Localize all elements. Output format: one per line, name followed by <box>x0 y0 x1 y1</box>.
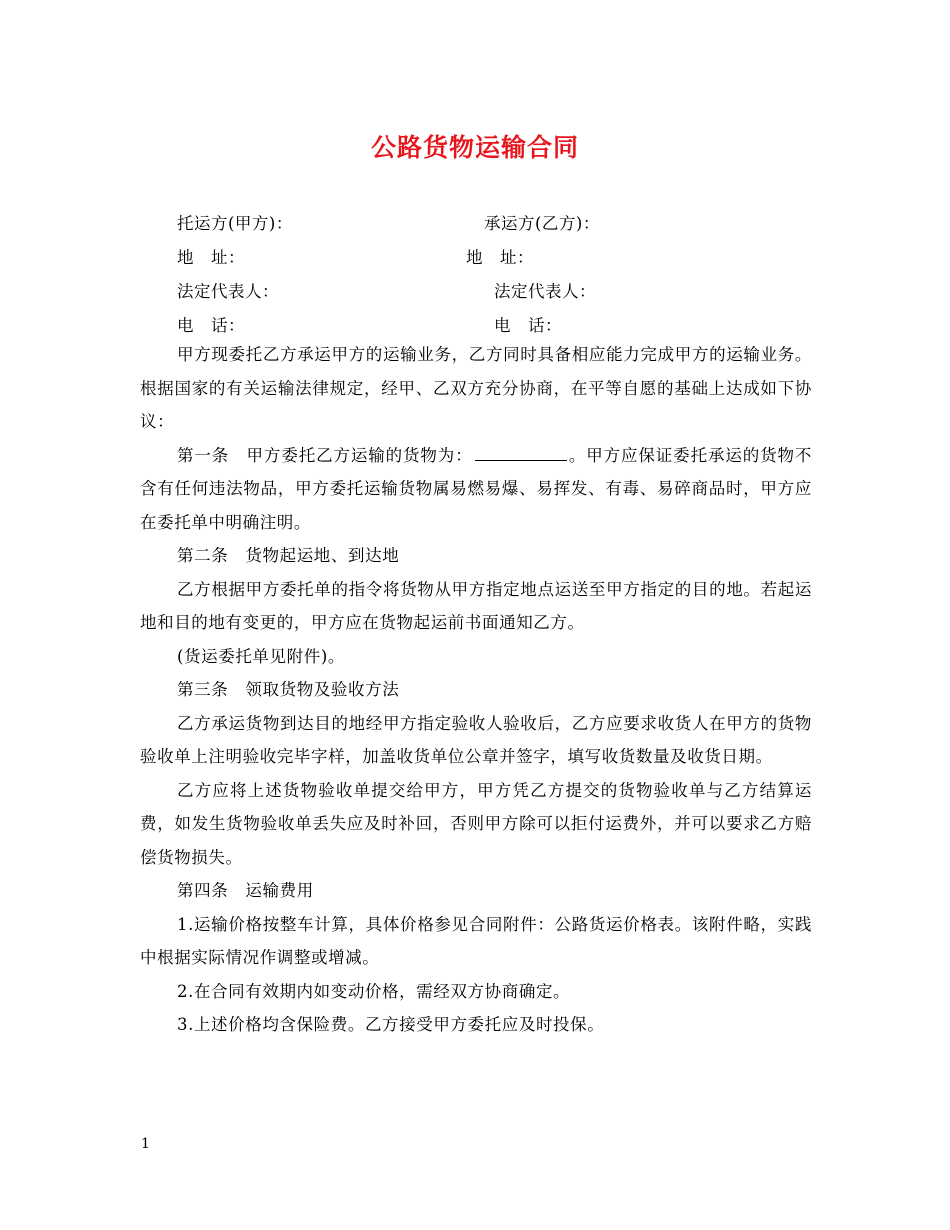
article-4-heading: 第四条 运输费用 <box>177 881 314 900</box>
carrier-label: 承运方(乙方)： <box>484 214 600 233</box>
shipper-label: 托运方(甲方)： <box>177 214 293 233</box>
article-2-paragraph-1: 乙方根据甲方委托单的指令将货物从甲方指定地点运送至甲方指定的目的地。若起运地和目的地有变更的，甲方应在货物起运前书面通知乙方。 <box>140 579 812 632</box>
page-number: 1 <box>141 1136 150 1152</box>
article-1-text-end: 。甲方应保证委托承运的货物不含有任何违法物品，甲方委托运输货物属易燃易爆、易挥发、有毒、易碎商品时，甲方应在委托单中明确注明。 <box>140 445 812 532</box>
article-3-paragraph-1: 乙方承运货物到达目的地经甲方指定验收人验收后，乙方应要求收货人在甲方的货物验收单上注明验收完毕字样，加盖收货单位公章并签字，填写收货数量及收货日期。 <box>140 713 812 766</box>
carrier-representative-label: 法定代表人： <box>494 282 596 301</box>
shipper-phone-label: 电 话： <box>177 316 245 335</box>
carrier-address-label: 地 址： <box>466 248 534 267</box>
carrier-phone-label: 电 话： <box>494 316 562 335</box>
shipper-representative-label: 法定代表人： <box>177 282 279 301</box>
article-3-paragraph-2: 乙方应将上述货物验收单提交给甲方，甲方凭乙方提交的货物验收单与乙方结算运费，如发生货物验收单丢失应及时补回，否则甲方除可以拒付运费外，并可以要求乙方赔偿货物损失。 <box>140 780 812 867</box>
article-1-text-start: 第一条 甲方委托乙方运输的货物为： <box>177 445 473 465</box>
document-title: 公路货物运输合同 <box>370 133 579 162</box>
article-3-heading: 第三条 领取货物及验收方法 <box>177 680 400 699</box>
article-4-item-3: 3.上述价格均含保险费。乙方接受甲方委托应及时投保。 <box>177 1015 605 1034</box>
intro-paragraph: 甲方现委托乙方承运甲方的运输业务，乙方同时具备相应能力完成甲方的运输业务。根据国家的有关运输法律规定，经甲、乙双方充分协商，在平等自愿的基础上达成如下协议： <box>140 345 812 431</box>
article-1-paragraph <box>140 439 812 540</box>
article-2-paragraph-2: (货运委托单见附件)。 <box>177 646 345 666</box>
article-4-item-2: 2.在合同有效期内如变动价格，需经双方协商确定。 <box>177 981 571 1001</box>
contract-body <box>140 338 812 1042</box>
article-2-heading: 第二条 货物起运地、到达地 <box>177 546 400 565</box>
article-4-item-1: 1.运输价格按整车计算，具体价格参见合同附件：公路货运价格表。该附件略，实践中根据实际情况作调整或增减。 <box>140 914 812 967</box>
shipper-address-label: 地 址： <box>177 248 245 267</box>
goods-blank-line <box>475 444 567 461</box>
